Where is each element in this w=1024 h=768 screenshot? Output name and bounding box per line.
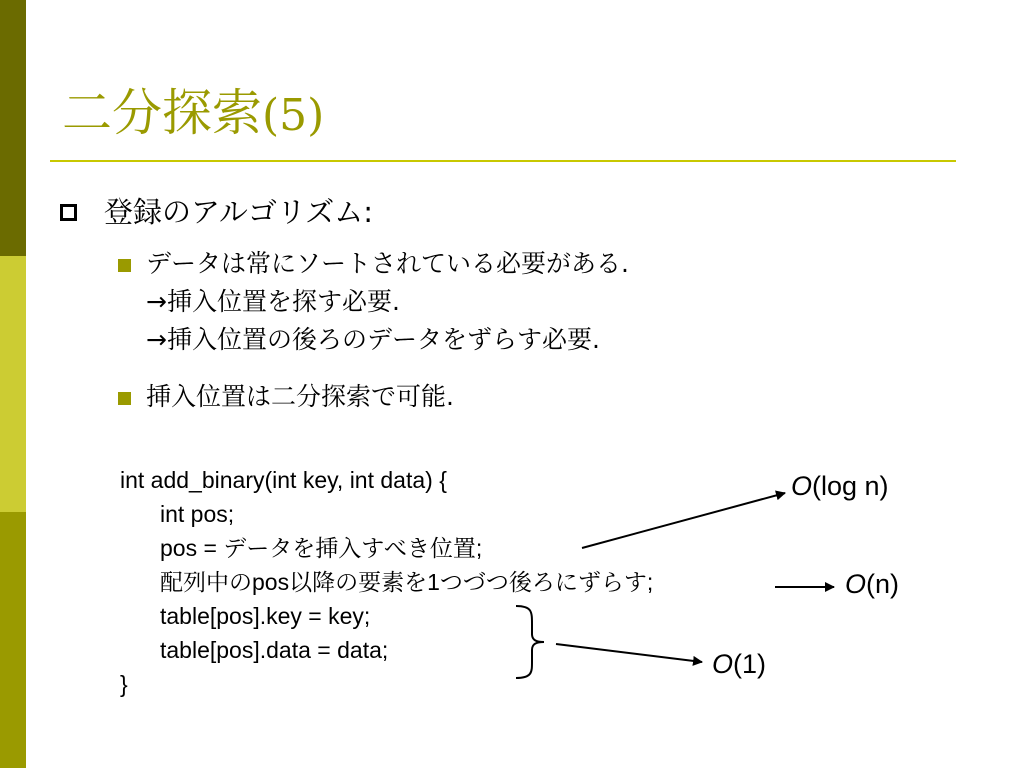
complexity-constant-text: (1) <box>733 649 767 679</box>
code-line: pos = データを挿入すべき位置; <box>160 535 483 561</box>
complexity-linear-text: (n) <box>866 569 900 599</box>
complexity-log-text: (log n) <box>812 471 889 501</box>
sub-line-1: データは常にソートされている必要がある. <box>146 249 629 278</box>
code-line: } <box>120 671 128 697</box>
code-line: table[pos].data = data; <box>160 637 389 663</box>
brace-icon <box>516 606 544 678</box>
complexity-log <box>791 471 889 502</box>
complexity-constant <box>712 649 766 680</box>
complexity-linear <box>845 569 899 600</box>
big-o-symbol: O <box>712 649 734 679</box>
code-line: 配列中のpos以降の要素を1つづつ後ろにずらす; <box>160 569 654 595</box>
big-o-symbol: O <box>791 471 813 501</box>
title-main: 二分探索 <box>62 84 262 142</box>
code-line: table[pos].key = key; <box>160 603 371 629</box>
code-line: int add_binary(int key, int data) { <box>120 467 447 493</box>
code-line: int pos; <box>160 501 235 527</box>
big-o-symbol: O <box>845 569 867 599</box>
arrow-to-log <box>582 493 785 548</box>
title-number: (5) <box>262 90 325 141</box>
arrow-to-1 <box>556 644 702 662</box>
sub-line-binary: 挿入位置は二分探索で可能. <box>146 382 454 411</box>
bullet-text: 登録のアルゴリズム: <box>104 195 374 229</box>
sub-line-3: →挿入位置の後ろのデータをずらす必要. <box>146 325 600 354</box>
sub-line-2: →挿入位置を探す必要. <box>146 287 400 316</box>
